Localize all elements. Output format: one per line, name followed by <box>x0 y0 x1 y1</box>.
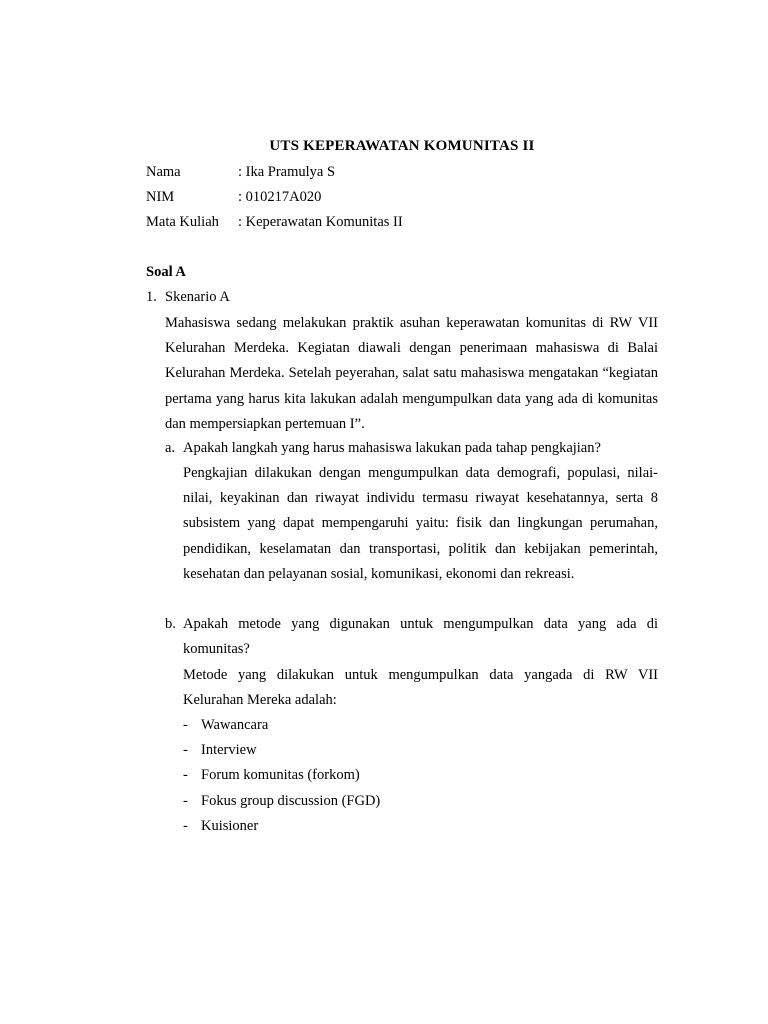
question-label: Skenario A <box>165 289 230 305</box>
list-item-text: Fokus group discussion (FGD) <box>201 792 381 809</box>
list-dash: - <box>183 817 188 834</box>
list-item-text: Interview <box>201 742 257 759</box>
sub-question-marker-b: b. <box>165 616 176 632</box>
list-dash: - <box>183 792 188 809</box>
sub-question-marker-a: a. <box>165 440 176 456</box>
scenario-paragraph: Mahasiswa sedang melakukan praktik asuhan keperawatan komunitas di RW VII Kelurahan Merdeka. Kegiatan diawali dengan penerimaan mahasiswa di Balai Kelurahan Merdeka. Setelah peyerahan, salat satu mahasiswa mengatakan “kegiatan pertama yang harus kita lakukan adalah mengumpulkan data yang ada di komunitas dan mempersiapkan pertemuan I”. <box>165 315 658 432</box>
identity-label: Nama <box>146 164 181 180</box>
answer-b: Metode yang dilakukan untuk mengumpulkan data yangada di RW VII Kelurahan Mereka adalah: <box>183 667 658 709</box>
list-dash: - <box>183 767 188 784</box>
section-heading: Soal A <box>146 264 186 280</box>
identity-label: NIM <box>146 189 175 205</box>
list-dash: - <box>183 742 188 759</box>
identity-value: : Keperawatan Komunitas II <box>238 214 403 230</box>
question-number: 1. <box>146 289 157 305</box>
sub-question-a: Apakah langkah yang harus mahasiswa lakukan pada tahap pengkajian? <box>183 440 601 456</box>
sub-question-b: Apakah metode yang digunakan untuk mengumpulkan data yang ada di komunitas? <box>183 616 658 658</box>
identity-value: : Ika Pramulya S <box>238 164 336 180</box>
list-item-text: Kuisioner <box>201 817 259 834</box>
identity-value: : 010217A020 <box>238 189 322 205</box>
answer-a: Pengkajian dilakukan dengan mengumpulkan data demografi, populasi, nilai-nilai, keyakinan dan riwayat individu termasu riwayat kesehatannya, serta 8 subsistem yang dapat mempengaruhi yaitu: fisik dan lingkungan perumahan, pendidikan, keselamatan dan transportasi, politik dan kebijakan pemerintah, kesehatan dan pelayanan sosial, komunikasi, ekonomi dan rekreasi. <box>183 465 658 582</box>
list-item-text: Wawancara <box>201 717 269 733</box>
document-title: UTS KEPERAWATAN KOMUNITAS II <box>269 138 535 154</box>
list-dash: - <box>183 717 188 733</box>
list-item-text: Forum komunitas (forkom) <box>201 767 360 784</box>
identity-label: Mata Kuliah <box>146 214 219 230</box>
